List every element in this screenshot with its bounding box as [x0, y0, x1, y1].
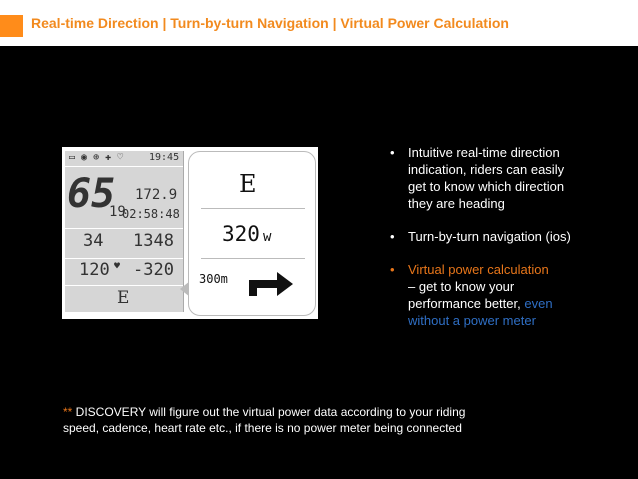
lcd-heart-rate: 120 [79, 260, 110, 280]
lcd-slope: -320 [133, 260, 174, 280]
footnote-text: DISCOVERY will figure out the virtual power data according to your riding [72, 405, 466, 419]
lcd-speed: 65 [67, 171, 116, 217]
lcd-cadence: 34 [83, 231, 104, 251]
lcd-clock: 19:45 [149, 152, 180, 163]
lcd-altitude: 1348 [133, 231, 174, 251]
feature-list [390, 144, 610, 345]
footnote-stars: ** [63, 405, 73, 419]
feature-item-power: • Virtual power calculation – get to know your performance better, even without a power meter [390, 262, 553, 328]
lcd-heading: E [117, 288, 130, 308]
heart-icon: ♥ [114, 261, 121, 272]
footnote [63, 404, 533, 436]
lcd-distance: 172.9 [135, 187, 178, 203]
slide-title: Real-time Direction | Turn-by-turn Navigation | Virtual Power Calculation [31, 15, 509, 31]
bullet-dot: • [390, 145, 395, 160]
bullet-dot: • [390, 262, 395, 277]
feature-item-direction: • Intuitive real-time direction indication, riders can easily get to know which direction they are heading [390, 145, 565, 211]
nav-heading: E [239, 170, 257, 198]
nav-power: 320 w [222, 222, 272, 246]
footnote-text-line2: speed, cadence, heart rate etc., if there is no power meter being connected [63, 421, 462, 435]
feature-item-navigation: • Turn-by-turn navigation (ios) [390, 229, 571, 244]
lcd-speed-decimal: 19 [109, 204, 126, 220]
nav-turn-distance: 300m [199, 272, 228, 286]
title-bar [0, 0, 638, 46]
turn-right-arrow-icon [245, 264, 297, 298]
lcd-time: 02:58:48 [122, 207, 180, 221]
lcd-display [65, 151, 184, 312]
accent-block [0, 15, 23, 37]
navigation-panel [188, 151, 316, 316]
device-screenshot [62, 147, 318, 319]
bullet-dot: • [390, 229, 395, 244]
lcd-status-icons: ▭ ◉ ⊕ ✚ ♡ [69, 152, 124, 163]
divider [201, 258, 305, 259]
divider [201, 208, 305, 209]
